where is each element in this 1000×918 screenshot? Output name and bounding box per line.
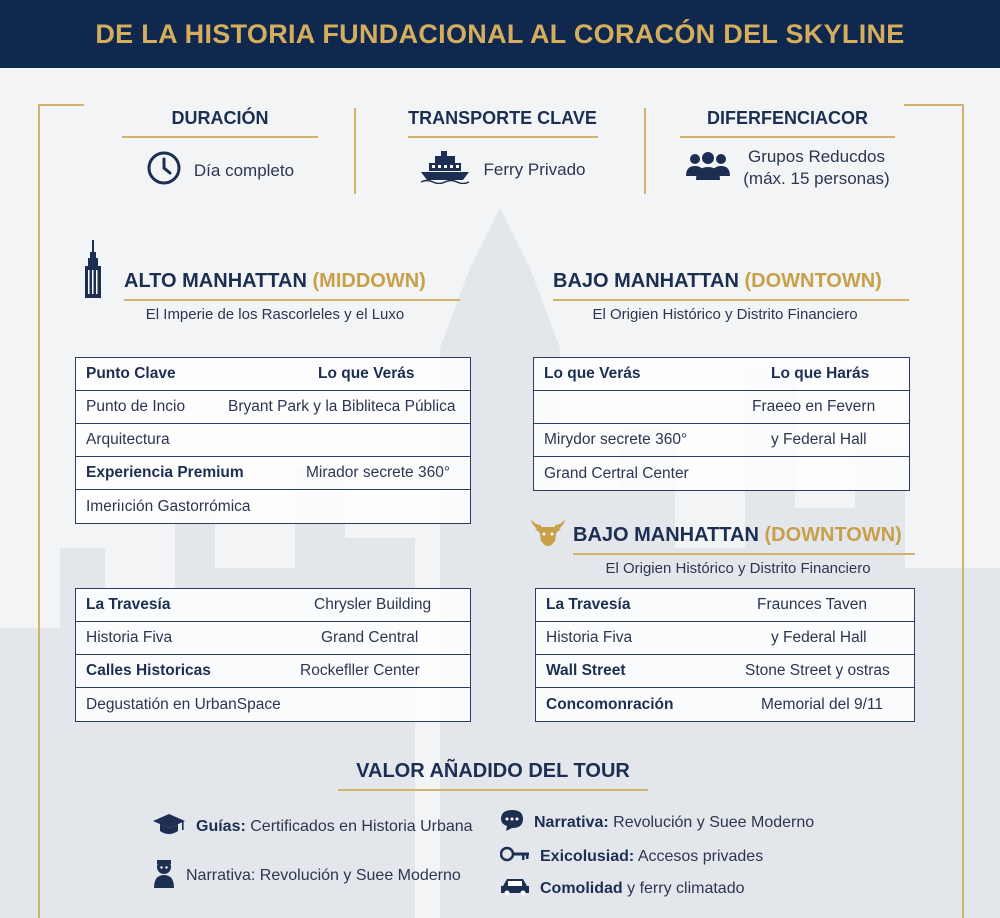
table-cell: Memorial del 9/11 xyxy=(761,695,884,713)
table-cell: Degustatión en UrbanSpace xyxy=(86,695,281,713)
table-cell: La Travesía xyxy=(546,596,631,613)
table-row xyxy=(76,457,470,490)
value-section-title: VALOR AÑADIDO DEL TOUR xyxy=(338,760,648,791)
table-cell: Imeriıción Gastorrómica xyxy=(86,497,251,515)
downtown-heading-2 xyxy=(573,524,915,555)
table-header-cell: Lo que Verás xyxy=(544,365,641,382)
downtown-heading-accent: (DOWNTOWN) xyxy=(744,270,882,292)
downtown-subtitle-2: El Origien Histórico y Distrito Financiero xyxy=(605,560,871,577)
table-row xyxy=(76,391,470,424)
value-item-text: Narrativa: Revolución y Suee Moderno xyxy=(186,866,461,884)
table-row xyxy=(536,622,914,655)
group-icon xyxy=(685,149,731,188)
table-cell: Grand Central xyxy=(321,629,419,646)
value-item-text: y ferry climatado xyxy=(622,879,745,897)
uptown-table-2 xyxy=(75,588,471,722)
guide-icon xyxy=(152,858,176,893)
table-cell: Wall Street xyxy=(546,662,626,679)
table-cell: Grand Certral Center xyxy=(544,464,689,482)
downtown-heading-main: BAJO MANHATTAN xyxy=(553,270,745,292)
uptown-table-1 xyxy=(75,357,471,524)
table-header-row xyxy=(534,358,909,391)
table-cell: Chrysler Building xyxy=(314,596,432,613)
table-header-row xyxy=(76,358,470,391)
table-row xyxy=(76,589,470,622)
uptown-heading-accent: (MIDDOWN) xyxy=(312,270,426,292)
table-cell: Concomonración xyxy=(546,695,674,713)
table-row xyxy=(76,490,470,523)
table-row xyxy=(536,589,914,622)
table-cell: Stone Street y ostras xyxy=(745,662,890,679)
table-cell: y Federal Hall xyxy=(771,629,867,646)
uptown-section xyxy=(124,270,460,301)
differentiator-value-line2: (máx. 15 personas) xyxy=(743,169,890,189)
clock-icon xyxy=(146,150,182,191)
transport-title: TRANSPORTE CLAVE xyxy=(408,108,598,138)
page-title: DE LA HISTORIA FUNDACIONAL AL CORACÓN DEL SKYLINE xyxy=(95,18,905,49)
downtown-subtitle-1: El Origien Histórico y Distrito Financiero xyxy=(592,306,858,323)
table-row xyxy=(534,457,909,490)
page-header xyxy=(0,0,1000,68)
table-cell: Punto de Incio xyxy=(86,398,186,415)
frame-top-left xyxy=(38,104,84,106)
differentiator-title: DIFERFENCIACOR xyxy=(680,108,895,138)
table-cell: Historia Fiva xyxy=(86,629,173,646)
value-item xyxy=(152,812,473,841)
table-cell: Rockefller Center xyxy=(300,662,420,679)
value-item-label: Narrativa: xyxy=(534,813,609,831)
uptown-heading-main: ALTO MANHATTAN xyxy=(124,270,313,292)
transport-block xyxy=(385,108,620,189)
info-divider xyxy=(644,108,646,194)
table-header-cell: Punto Clave xyxy=(86,365,176,382)
table-cell: La Travesía xyxy=(86,596,171,613)
table-cell: Mirador secrete 360° xyxy=(306,464,451,481)
table-cell: Fraunces Taven xyxy=(757,596,867,613)
table-row xyxy=(534,391,909,424)
table-cell: Bryant Park y la Bibliteca Pública xyxy=(228,398,456,415)
frame-right xyxy=(962,104,964,918)
downtown-heading-main: BAJO MANHATTAN xyxy=(573,524,765,546)
table-row xyxy=(76,622,470,655)
graduation-cap-icon xyxy=(152,812,186,841)
uptown-heading xyxy=(124,270,460,301)
value-item-text: Certificados en Historia Urbana xyxy=(245,817,473,835)
value-item xyxy=(152,858,461,893)
table-cell: Arquitectura xyxy=(86,431,170,448)
transport-value: Ferry Privado xyxy=(483,159,586,179)
table-cell: Experiencia Premium xyxy=(86,464,244,481)
ferry-icon xyxy=(419,150,471,189)
chat-bubble-icon xyxy=(500,808,524,837)
table-row xyxy=(76,688,470,721)
downtown-table-2 xyxy=(535,588,915,722)
downtown-heading-1 xyxy=(553,270,909,301)
value-item-text: Accesos privades xyxy=(634,847,764,865)
value-item-label: Guías: xyxy=(196,817,246,835)
differentiator-block xyxy=(665,108,910,190)
value-item-text: Revolución y Suee Moderno xyxy=(608,813,815,831)
differentiator-value-line1: Grupos Reducdos xyxy=(747,147,885,166)
frame-top-right xyxy=(904,104,964,106)
table-row xyxy=(76,424,470,457)
value-item xyxy=(500,808,814,837)
value-item xyxy=(500,846,763,867)
value-item-label: Comolidad xyxy=(540,879,623,897)
table-row xyxy=(76,655,470,688)
table-row xyxy=(536,655,914,688)
table-cell: Calles Historicas xyxy=(86,662,211,679)
uptown-subtitle: El Imperie de los Rascorleles y el Luxo xyxy=(145,306,405,323)
table-cell: Fraeeo en Fevern xyxy=(752,398,876,415)
table-row xyxy=(534,424,909,457)
downtown-section-2 xyxy=(573,524,915,555)
downtown-table-1 xyxy=(533,357,910,491)
table-cell: y Federal Hall xyxy=(771,431,867,448)
duration-block xyxy=(120,108,320,191)
table-header-cell: Lo que Verás xyxy=(318,365,415,382)
table-header-cell: Lo que Harás xyxy=(771,365,870,382)
table-row xyxy=(536,688,914,721)
table-cell: Historia Fiva xyxy=(546,629,633,646)
value-item xyxy=(500,876,744,901)
frame-left xyxy=(38,104,40,918)
duration-title: DURACIÓN xyxy=(122,108,318,138)
duration-value: Día completo xyxy=(193,160,295,180)
value-item-label: Exicolusiad: xyxy=(540,847,635,865)
empire-state-icon xyxy=(80,240,106,303)
key-icon xyxy=(500,846,530,867)
downtown-section-1 xyxy=(553,270,909,301)
car-icon xyxy=(500,876,530,901)
info-divider xyxy=(354,108,356,194)
downtown-heading-accent: (DOWNTOWN) xyxy=(764,524,902,546)
bull-icon xyxy=(529,515,567,558)
table-cell: Mirydor secrete 360° xyxy=(544,431,688,448)
